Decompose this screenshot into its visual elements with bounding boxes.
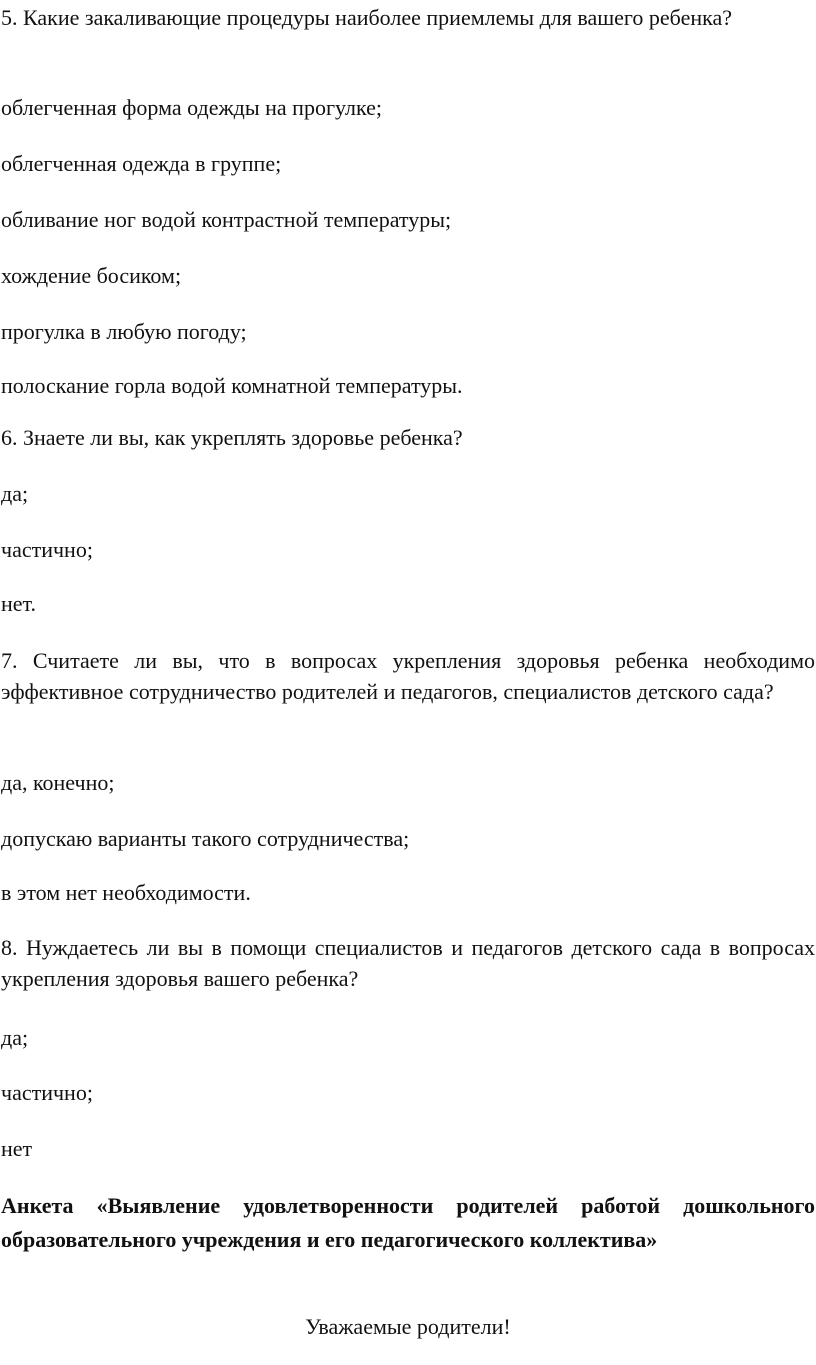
greeting: Уважаемые родители! xyxy=(305,1314,511,1339)
q8-option-2: частично; xyxy=(1,1080,93,1105)
question-5: 5. Какие закаливающие процедуры наиболее приемлемы для вашего ребенка? xyxy=(1,5,732,30)
q5-option-3: обливание ног водой контрастной температуры; xyxy=(1,207,452,232)
q5-option-6: полоскание горла водой комнатной температуры. xyxy=(1,373,463,398)
q6-option-3: нет. xyxy=(1,591,36,616)
q6-option-2: частично; xyxy=(1,537,93,562)
question-8: 8. Нуждаетесь ли вы в помощи специалистов и педагогов детского сада в вопросах укрепления здоровья вашего ребенка? xyxy=(1,935,815,991)
question-6: 6. Знаете ли вы, как укреплять здоровье ребенка? xyxy=(1,425,463,450)
survey-title: Анкета «Выявление удовлетворенности родителей работой дошкольного образовательного учреждения и его педагогического коллектива» xyxy=(1,1193,815,1252)
q8-option-1: да; xyxy=(1,1025,29,1050)
q5-option-1: облегченная форма одежды на прогулке; xyxy=(1,95,382,120)
q5-option-5: прогулка в любую погоду; xyxy=(1,319,247,344)
q7-option-1: да, конечно; xyxy=(1,770,115,795)
q8-option-3: нет xyxy=(1,1136,33,1161)
q7-option-3: в этом нет необходимости. xyxy=(1,880,251,905)
q5-option-4: хождение босиком; xyxy=(1,263,182,288)
q5-option-2: облегченная одежда в группе; xyxy=(1,151,282,176)
q7-option-2: допускаю варианты такого сотрудничества; xyxy=(1,826,410,851)
question-7: 7. Считаете ли вы, что в вопросах укрепления здоровья ребенка необходимо эффективное сотрудничество родителей и педагогов, специалистов детского сада? xyxy=(1,648,815,704)
q6-option-1: да; xyxy=(1,481,29,506)
